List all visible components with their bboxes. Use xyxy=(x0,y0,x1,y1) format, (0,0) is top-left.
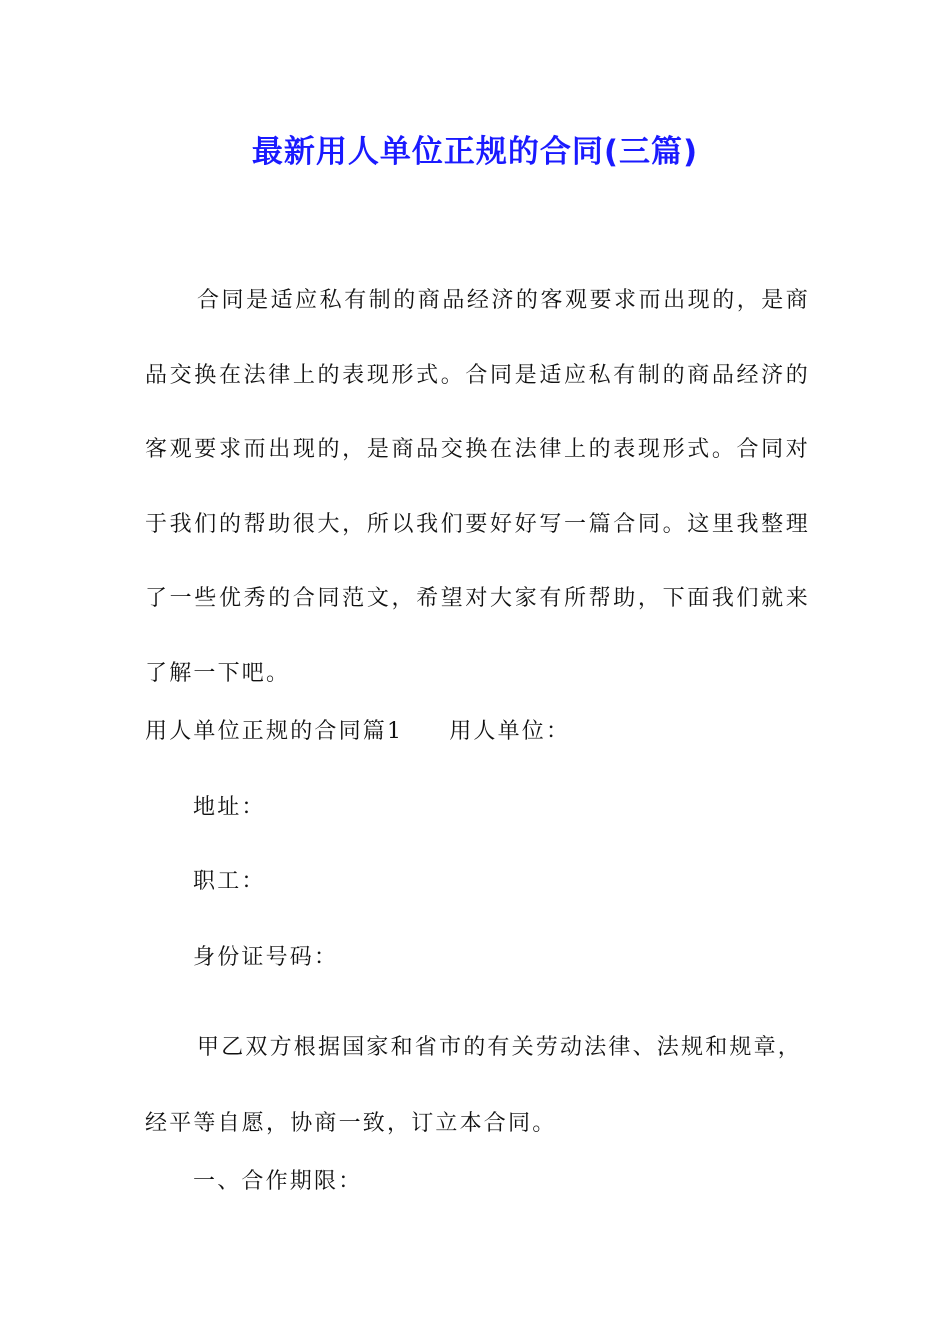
employer-label: 用人单位： xyxy=(449,719,571,744)
address-label: 地址： xyxy=(193,795,266,820)
section-heading: 用人单位正规的合同篇1 xyxy=(145,719,404,744)
employee-label: 职工： xyxy=(193,869,266,894)
intro-paragraph: 合同是适应私有制的商品经济的客观要求而出现的，是商品交换在法律上的表现形式。合同是适应私有制的商品经济的客观要求而出现的，是商品交换在法律上的表现形式。合同对于我们的帮助很大，所以我们要好好写一篇合同。这里我整理了一些优秀的合同范文，希望对大家有所帮助，下面我们就来了解一下吧。 xyxy=(145,288,810,686)
id-number-label: 身份证号码： xyxy=(193,945,339,970)
agreement-paragraph: 甲乙双方根据国家和省市的有关劳动法律、法规和规章，经平等自愿，协商一致，订立本合同。 xyxy=(145,1035,803,1136)
document-title: 最新用人单位正规的合同(三篇) xyxy=(251,134,699,170)
clause-1-heading: 一、合作期限： xyxy=(193,1169,363,1194)
section-heading-row xyxy=(145,712,570,752)
